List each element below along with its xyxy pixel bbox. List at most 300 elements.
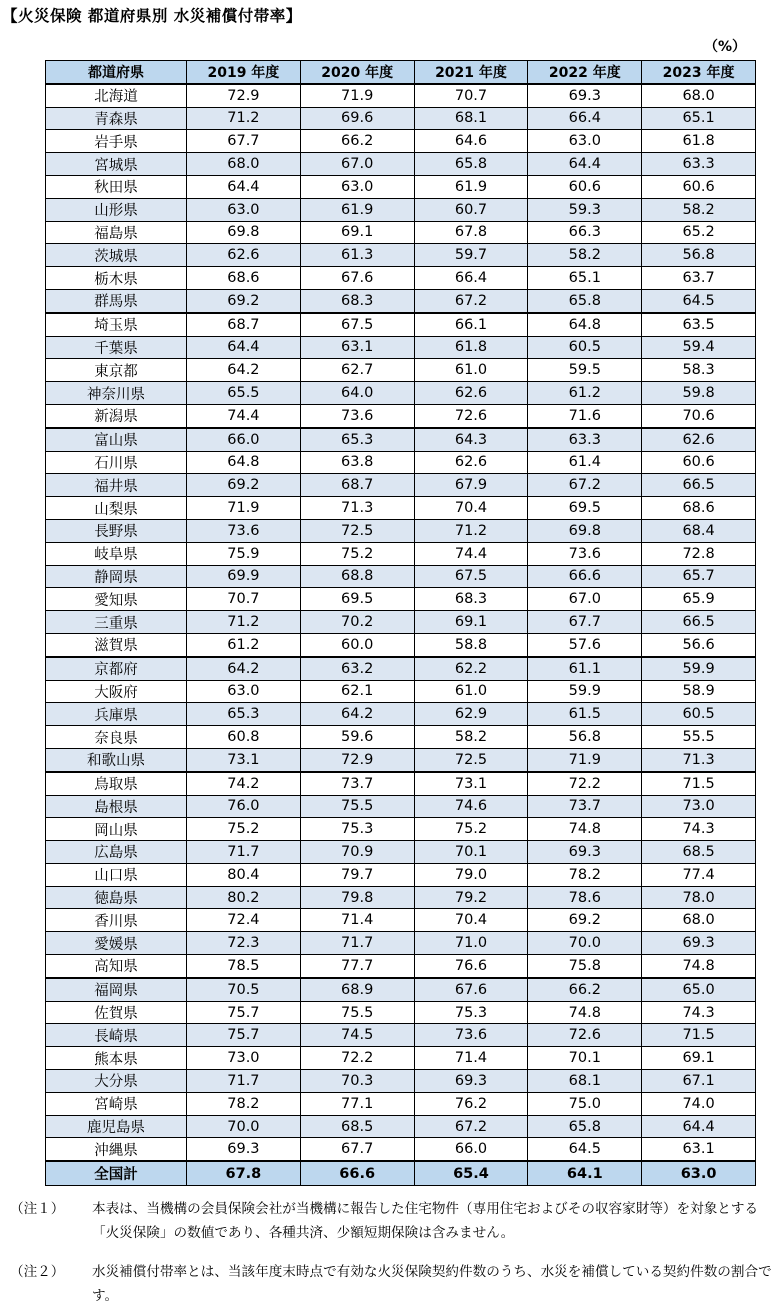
rate-cell-2021: 67.6 <box>414 978 528 1001</box>
rate-cell-2020: 67.6 <box>300 267 414 290</box>
rate-cell-2020: 60.0 <box>300 633 414 656</box>
rate-cell-2022: 67.0 <box>528 588 642 611</box>
rate-cell-2022: 69.8 <box>528 519 642 542</box>
table-row <box>46 1092 756 1115</box>
rate-cell-2020: 68.5 <box>300 1115 414 1138</box>
rate-cell-2019: 68.0 <box>187 153 301 176</box>
table-row <box>46 267 756 290</box>
rate-cell-2021: 58.8 <box>414 633 528 656</box>
table-row <box>46 748 756 771</box>
table-body <box>46 84 756 1161</box>
rate-cell-2023: 66.5 <box>642 611 756 634</box>
rate-cell-2020: 62.1 <box>300 680 414 703</box>
rate-cell-2019: 75.2 <box>187 818 301 841</box>
table-row <box>46 1001 756 1024</box>
rate-cell-2020: 59.6 <box>300 726 414 749</box>
rate-cell-2020: 71.4 <box>300 909 414 932</box>
prefecture-cell: 群馬県 <box>46 289 187 312</box>
rate-cell-2023: 68.0 <box>642 84 756 107</box>
prefecture-cell: 岡山県 <box>46 818 187 841</box>
rate-cell-2021: 62.2 <box>414 657 528 680</box>
prefecture-cell: 岐阜県 <box>46 542 187 565</box>
table-row <box>46 1138 756 1161</box>
prefecture-cell: 岩手県 <box>46 130 187 153</box>
prefecture-cell: 高知県 <box>46 955 187 978</box>
rate-cell-2020: 67.0 <box>300 153 414 176</box>
rate-cell-2020: 66.2 <box>300 130 414 153</box>
rate-cell-2020: 73.6 <box>300 404 414 427</box>
header-2022: 2022 年度 <box>528 61 642 84</box>
rate-cell-2022: 66.2 <box>528 978 642 1001</box>
rate-cell-2021: 68.3 <box>414 588 528 611</box>
rate-cell-2023: 59.9 <box>642 657 756 680</box>
rate-cell-2019: 69.9 <box>187 565 301 588</box>
rate-cell-2022: 66.3 <box>528 221 642 244</box>
rate-cell-2020: 72.9 <box>300 748 414 771</box>
rate-cell-2022: 73.6 <box>528 542 642 565</box>
rate-cell-2022: 65.8 <box>528 289 642 312</box>
rate-cell-2022: 64.8 <box>528 313 642 336</box>
note-2-label: （注２） <box>10 1264 65 1280</box>
rate-cell-2020: 63.1 <box>300 336 414 359</box>
rate-cell-2019: 71.2 <box>187 611 301 634</box>
rate-cell-2020: 74.5 <box>300 1024 414 1047</box>
rate-cell-2020: 69.5 <box>300 588 414 611</box>
rate-cell-2022: 60.5 <box>528 336 642 359</box>
prefecture-cell: 大分県 <box>46 1070 187 1093</box>
rate-cell-2021: 73.1 <box>414 772 528 795</box>
rate-cell-2023: 56.8 <box>642 244 756 267</box>
table-row <box>46 955 756 978</box>
rate-cell-2021: 68.1 <box>414 107 528 130</box>
rate-cell-2021: 70.7 <box>414 84 528 107</box>
prefecture-cell: 愛知県 <box>46 588 187 611</box>
rate-cell-2019: 70.0 <box>187 1115 301 1138</box>
rate-cell-2019: 78.5 <box>187 955 301 978</box>
rate-cell-2019: 71.7 <box>187 1070 301 1093</box>
rate-cell-2020: 75.2 <box>300 542 414 565</box>
rate-cell-2019: 80.2 <box>187 886 301 909</box>
rate-cell-2019: 78.2 <box>187 1092 301 1115</box>
table-header-row <box>46 61 756 84</box>
rate-cell-2021: 69.1 <box>414 611 528 634</box>
rate-cell-2020: 72.5 <box>300 519 414 542</box>
rate-cell-2019: 74.4 <box>187 404 301 427</box>
rate-cell-2022: 75.8 <box>528 955 642 978</box>
rate-cell-2023: 55.5 <box>642 726 756 749</box>
prefecture-cell: 山形県 <box>46 198 187 221</box>
prefecture-cell: 宮崎県 <box>46 1092 187 1115</box>
rate-cell-2019: 62.6 <box>187 244 301 267</box>
rate-cell-2022: 67.7 <box>528 611 642 634</box>
rate-cell-2019: 61.2 <box>187 633 301 656</box>
table-row <box>46 909 756 932</box>
table-row <box>46 84 756 107</box>
rate-cell-2021: 74.6 <box>414 795 528 818</box>
table-row <box>46 451 756 474</box>
rate-cell-2023: 68.4 <box>642 519 756 542</box>
rate-cell-2020: 71.7 <box>300 932 414 955</box>
table-row <box>46 680 756 703</box>
rate-cell-2022: 74.8 <box>528 1001 642 1024</box>
rate-cell-2020: 61.3 <box>300 244 414 267</box>
prefecture-cell: 新潟県 <box>46 404 187 427</box>
rate-cell-2020: 68.9 <box>300 978 414 1001</box>
rate-cell-2020: 70.3 <box>300 1070 414 1093</box>
rate-cell-2022: 59.9 <box>528 680 642 703</box>
header-2021: 2021 年度 <box>414 61 528 84</box>
rate-cell-2019: 73.6 <box>187 519 301 542</box>
rate-cell-2022: 63.3 <box>528 428 642 451</box>
rate-cell-2022: 65.1 <box>528 267 642 290</box>
rate-cell-2020: 75.5 <box>300 1001 414 1024</box>
rate-cell-2023: 78.0 <box>642 886 756 909</box>
rate-cell-2019: 73.1 <box>187 748 301 771</box>
prefecture-cell: 山梨県 <box>46 497 187 520</box>
header-2020: 2020 年度 <box>300 61 414 84</box>
rate-cell-2019: 69.8 <box>187 221 301 244</box>
table-row <box>46 198 756 221</box>
note-2-text: 水災補償付帯率とは、当該年度末時点で有効な火災保険契約件数のうち、水災を補償している契約件数の割合です。 <box>92 1264 772 1304</box>
rate-cell-2019: 64.4 <box>187 175 301 198</box>
rate-cell-2020: 73.7 <box>300 772 414 795</box>
rate-cell-2021: 67.2 <box>414 1115 528 1138</box>
rate-cell-2023: 71.5 <box>642 1024 756 1047</box>
table-row <box>46 428 756 451</box>
rate-cell-2023: 64.4 <box>642 1115 756 1138</box>
prefecture-cell: 兵庫県 <box>46 703 187 726</box>
total-label: 全国計 <box>46 1161 187 1186</box>
rate-cell-2023: 71.3 <box>642 748 756 771</box>
rate-cell-2022: 69.3 <box>528 84 642 107</box>
rate-cell-2022: 71.9 <box>528 748 642 771</box>
rate-cell-2021: 59.7 <box>414 244 528 267</box>
rate-cell-2019: 64.4 <box>187 336 301 359</box>
rate-cell-2023: 59.4 <box>642 336 756 359</box>
note-1-text: 本表は、当機構の会員保険会社が当機構に報告した住宅物件（専用住宅およびその収容家財等）を対象とする「火災保険」の数値であり、各種共済、少額短期保険は含みません。 <box>92 1201 759 1241</box>
prefecture-cell: 愛媛県 <box>46 932 187 955</box>
rate-cell-2023: 77.4 <box>642 863 756 886</box>
rate-cell-2019: 64.2 <box>187 359 301 382</box>
table-row <box>46 497 756 520</box>
prefecture-cell: 和歌山県 <box>46 748 187 771</box>
prefecture-cell: 大阪府 <box>46 680 187 703</box>
rate-cell-2022: 69.5 <box>528 497 642 520</box>
rate-cell-2022: 61.1 <box>528 657 642 680</box>
prefecture-cell: 沖縄県 <box>46 1138 187 1161</box>
table-row <box>46 1047 756 1070</box>
rate-cell-2022: 74.8 <box>528 818 642 841</box>
rate-cell-2022: 66.4 <box>528 107 642 130</box>
rate-cell-2021: 67.2 <box>414 289 528 312</box>
rate-cell-2021: 76.6 <box>414 955 528 978</box>
table-row <box>46 863 756 886</box>
rate-cell-2023: 69.3 <box>642 932 756 955</box>
rate-cell-2023: 58.2 <box>642 198 756 221</box>
rate-cell-2023: 63.1 <box>642 1138 756 1161</box>
table-row <box>46 1115 756 1138</box>
rate-cell-2019: 71.9 <box>187 497 301 520</box>
rate-cell-2021: 79.2 <box>414 886 528 909</box>
header-2019: 2019 年度 <box>187 61 301 84</box>
total-2020: 66.6 <box>300 1161 414 1186</box>
prefecture-cell: 島根県 <box>46 795 187 818</box>
rate-cell-2020: 64.0 <box>300 382 414 405</box>
rate-cell-2023: 60.6 <box>642 451 756 474</box>
rate-cell-2019: 71.7 <box>187 841 301 864</box>
rate-cell-2020: 68.8 <box>300 565 414 588</box>
rate-cell-2022: 61.4 <box>528 451 642 474</box>
rate-cell-2023: 73.0 <box>642 795 756 818</box>
rate-cell-2020: 72.2 <box>300 1047 414 1070</box>
rate-cell-2022: 78.2 <box>528 863 642 886</box>
prefecture-cell: 福島県 <box>46 221 187 244</box>
rate-cell-2019: 64.8 <box>187 451 301 474</box>
prefecture-cell: 神奈川県 <box>46 382 187 405</box>
rate-cell-2023: 65.9 <box>642 588 756 611</box>
table-row <box>46 313 756 336</box>
rate-cell-2019: 75.7 <box>187 1024 301 1047</box>
prefecture-cell: 滋賀県 <box>46 633 187 656</box>
rate-cell-2022: 67.2 <box>528 474 642 497</box>
rate-cell-2020: 75.5 <box>300 795 414 818</box>
prefecture-cell: 奈良県 <box>46 726 187 749</box>
rate-cell-2019: 70.5 <box>187 978 301 1001</box>
prefecture-cell: 香川県 <box>46 909 187 932</box>
rate-cell-2023: 65.1 <box>642 107 756 130</box>
note-2 <box>10 1260 775 1308</box>
prefecture-cell: 北海道 <box>46 84 187 107</box>
prefecture-cell: 京都府 <box>46 657 187 680</box>
rate-cell-2021: 60.7 <box>414 198 528 221</box>
prefecture-cell: 三重県 <box>46 611 187 634</box>
rate-cell-2021: 61.8 <box>414 336 528 359</box>
rate-cell-2019: 60.8 <box>187 726 301 749</box>
rate-cell-2022: 71.6 <box>528 404 642 427</box>
rate-cell-2020: 67.7 <box>300 1138 414 1161</box>
rate-cell-2020: 64.2 <box>300 703 414 726</box>
total-2022: 64.1 <box>528 1161 642 1186</box>
rate-cell-2022: 72.6 <box>528 1024 642 1047</box>
rate-cell-2019: 69.2 <box>187 289 301 312</box>
rate-cell-2021: 76.2 <box>414 1092 528 1115</box>
table-row <box>46 336 756 359</box>
rate-cell-2021: 65.8 <box>414 153 528 176</box>
rate-cell-2023: 68.0 <box>642 909 756 932</box>
rate-cell-2023: 74.3 <box>642 1001 756 1024</box>
rate-cell-2022: 78.6 <box>528 886 642 909</box>
table-row <box>46 221 756 244</box>
rate-cell-2021: 64.3 <box>414 428 528 451</box>
rate-cell-2023: 71.5 <box>642 772 756 795</box>
prefecture-cell: 青森県 <box>46 107 187 130</box>
rate-cell-2021: 79.0 <box>414 863 528 886</box>
rate-cell-2023: 59.8 <box>642 382 756 405</box>
rate-cell-2019: 72.4 <box>187 909 301 932</box>
rate-cell-2021: 72.5 <box>414 748 528 771</box>
rate-cell-2019: 69.2 <box>187 474 301 497</box>
rate-cell-2020: 70.9 <box>300 841 414 864</box>
rate-cell-2023: 58.9 <box>642 680 756 703</box>
rate-cell-2022: 64.5 <box>528 1138 642 1161</box>
table-row <box>46 542 756 565</box>
rate-cell-2019: 68.7 <box>187 313 301 336</box>
rate-cell-2021: 66.0 <box>414 1138 528 1161</box>
rate-cell-2021: 69.3 <box>414 1070 528 1093</box>
rate-cell-2023: 74.3 <box>642 818 756 841</box>
rate-cell-2022: 70.0 <box>528 932 642 955</box>
rate-cell-2023: 70.6 <box>642 404 756 427</box>
rate-cell-2023: 60.5 <box>642 703 756 726</box>
rate-cell-2020: 68.3 <box>300 289 414 312</box>
rate-cell-2020: 68.7 <box>300 474 414 497</box>
rate-cell-2020: 77.7 <box>300 955 414 978</box>
prefecture-cell: 宮城県 <box>46 153 187 176</box>
rate-cell-2019: 75.9 <box>187 542 301 565</box>
rate-cell-2023: 72.8 <box>642 542 756 565</box>
rate-cell-2022: 70.1 <box>528 1047 642 1070</box>
rate-cell-2023: 66.5 <box>642 474 756 497</box>
rate-cell-2023: 63.5 <box>642 313 756 336</box>
table-row <box>46 359 756 382</box>
rate-cell-2021: 73.6 <box>414 1024 528 1047</box>
rate-cell-2021: 71.2 <box>414 519 528 542</box>
rate-cell-2019: 63.0 <box>187 680 301 703</box>
rate-cell-2022: 59.3 <box>528 198 642 221</box>
rate-cell-2023: 65.2 <box>642 221 756 244</box>
rate-cell-2021: 71.0 <box>414 932 528 955</box>
rate-cell-2023: 62.6 <box>642 428 756 451</box>
rate-cell-2022: 63.0 <box>528 130 642 153</box>
rate-cell-2023: 65.7 <box>642 565 756 588</box>
rate-cell-2020: 62.7 <box>300 359 414 382</box>
note-1 <box>10 1197 775 1245</box>
table-row <box>46 565 756 588</box>
table-row <box>46 289 756 312</box>
rate-cell-2022: 66.6 <box>528 565 642 588</box>
rate-cell-2021: 67.5 <box>414 565 528 588</box>
rate-cell-2021: 66.4 <box>414 267 528 290</box>
total-2019: 67.8 <box>187 1161 301 1186</box>
rate-cell-2020: 65.3 <box>300 428 414 451</box>
rate-cell-2023: 74.8 <box>642 955 756 978</box>
rate-cell-2022: 68.1 <box>528 1070 642 1093</box>
prefecture-cell: 静岡県 <box>46 565 187 588</box>
rate-cell-2020: 69.6 <box>300 107 414 130</box>
total-2023: 63.0 <box>642 1161 756 1186</box>
table-row <box>46 795 756 818</box>
table-row <box>46 107 756 130</box>
rate-cell-2021: 62.6 <box>414 382 528 405</box>
rate-cell-2019: 63.0 <box>187 198 301 221</box>
rate-cell-2023: 69.1 <box>642 1047 756 1070</box>
rate-cell-2020: 61.9 <box>300 198 414 221</box>
prefecture-cell: 山口県 <box>46 863 187 886</box>
prefecture-cell: 東京都 <box>46 359 187 382</box>
table-row <box>46 474 756 497</box>
rate-cell-2023: 56.6 <box>642 633 756 656</box>
rate-cell-2020: 71.9 <box>300 84 414 107</box>
table-row <box>46 633 756 656</box>
table-row <box>46 175 756 198</box>
prefecture-cell: 徳島県 <box>46 886 187 909</box>
header-prefecture: 都道府県 <box>46 61 187 84</box>
rate-cell-2020: 75.3 <box>300 818 414 841</box>
rate-cell-2022: 56.8 <box>528 726 642 749</box>
rate-cell-2022: 60.6 <box>528 175 642 198</box>
rate-cell-2019: 72.3 <box>187 932 301 955</box>
prefecture-cell: 富山県 <box>46 428 187 451</box>
note-1-label: （注１） <box>10 1201 65 1217</box>
prefecture-cell: 長野県 <box>46 519 187 542</box>
rate-cell-2019: 70.7 <box>187 588 301 611</box>
prefecture-cell: 広島県 <box>46 841 187 864</box>
table-row <box>46 244 756 267</box>
rate-cell-2020: 63.2 <box>300 657 414 680</box>
prefecture-cell: 埼玉県 <box>46 313 187 336</box>
rate-cell-2022: 75.0 <box>528 1092 642 1115</box>
rate-cell-2019: 80.4 <box>187 863 301 886</box>
table-row <box>46 772 756 795</box>
rate-cell-2022: 69.3 <box>528 841 642 864</box>
rate-cell-2022: 61.5 <box>528 703 642 726</box>
rate-cell-2020: 69.1 <box>300 221 414 244</box>
rate-cell-2021: 74.4 <box>414 542 528 565</box>
rate-cell-2020: 79.8 <box>300 886 414 909</box>
rate-cell-2019: 72.9 <box>187 84 301 107</box>
unit-label: （%） <box>703 39 746 55</box>
table-row <box>46 703 756 726</box>
rate-cell-2019: 65.3 <box>187 703 301 726</box>
rate-cell-2021: 61.0 <box>414 680 528 703</box>
prefecture-cell: 佐賀県 <box>46 1001 187 1024</box>
table-row <box>46 130 756 153</box>
rate-cell-2023: 67.1 <box>642 1070 756 1093</box>
rate-cell-2022: 64.4 <box>528 153 642 176</box>
rate-cell-2020: 63.8 <box>300 451 414 474</box>
rate-cell-2021: 62.6 <box>414 451 528 474</box>
rate-cell-2021: 67.8 <box>414 221 528 244</box>
prefecture-cell: 秋田県 <box>46 175 187 198</box>
table-row <box>46 611 756 634</box>
table-row <box>46 382 756 405</box>
rate-cell-2021: 71.4 <box>414 1047 528 1070</box>
flood-coverage-table <box>45 60 756 1186</box>
rate-cell-2021: 66.1 <box>414 313 528 336</box>
table-row <box>46 153 756 176</box>
rate-cell-2023: 63.7 <box>642 267 756 290</box>
rate-cell-2022: 61.2 <box>528 382 642 405</box>
rate-cell-2019: 68.6 <box>187 267 301 290</box>
page-title: 【火災保険 都道府県別 水災補償付帯率】 <box>2 7 302 25</box>
rate-cell-2019: 75.7 <box>187 1001 301 1024</box>
rate-cell-2022: 57.6 <box>528 633 642 656</box>
table-row <box>46 657 756 680</box>
prefecture-cell: 長崎県 <box>46 1024 187 1047</box>
rate-cell-2022: 69.2 <box>528 909 642 932</box>
rate-cell-2021: 61.9 <box>414 175 528 198</box>
rate-cell-2021: 70.4 <box>414 909 528 932</box>
table-row <box>46 841 756 864</box>
rate-cell-2019: 73.0 <box>187 1047 301 1070</box>
rate-cell-2021: 72.6 <box>414 404 528 427</box>
rate-cell-2020: 70.2 <box>300 611 414 634</box>
rate-cell-2022: 58.2 <box>528 244 642 267</box>
table-row <box>46 978 756 1001</box>
rate-cell-2020: 79.7 <box>300 863 414 886</box>
rate-cell-2022: 73.7 <box>528 795 642 818</box>
rate-cell-2021: 75.3 <box>414 1001 528 1024</box>
